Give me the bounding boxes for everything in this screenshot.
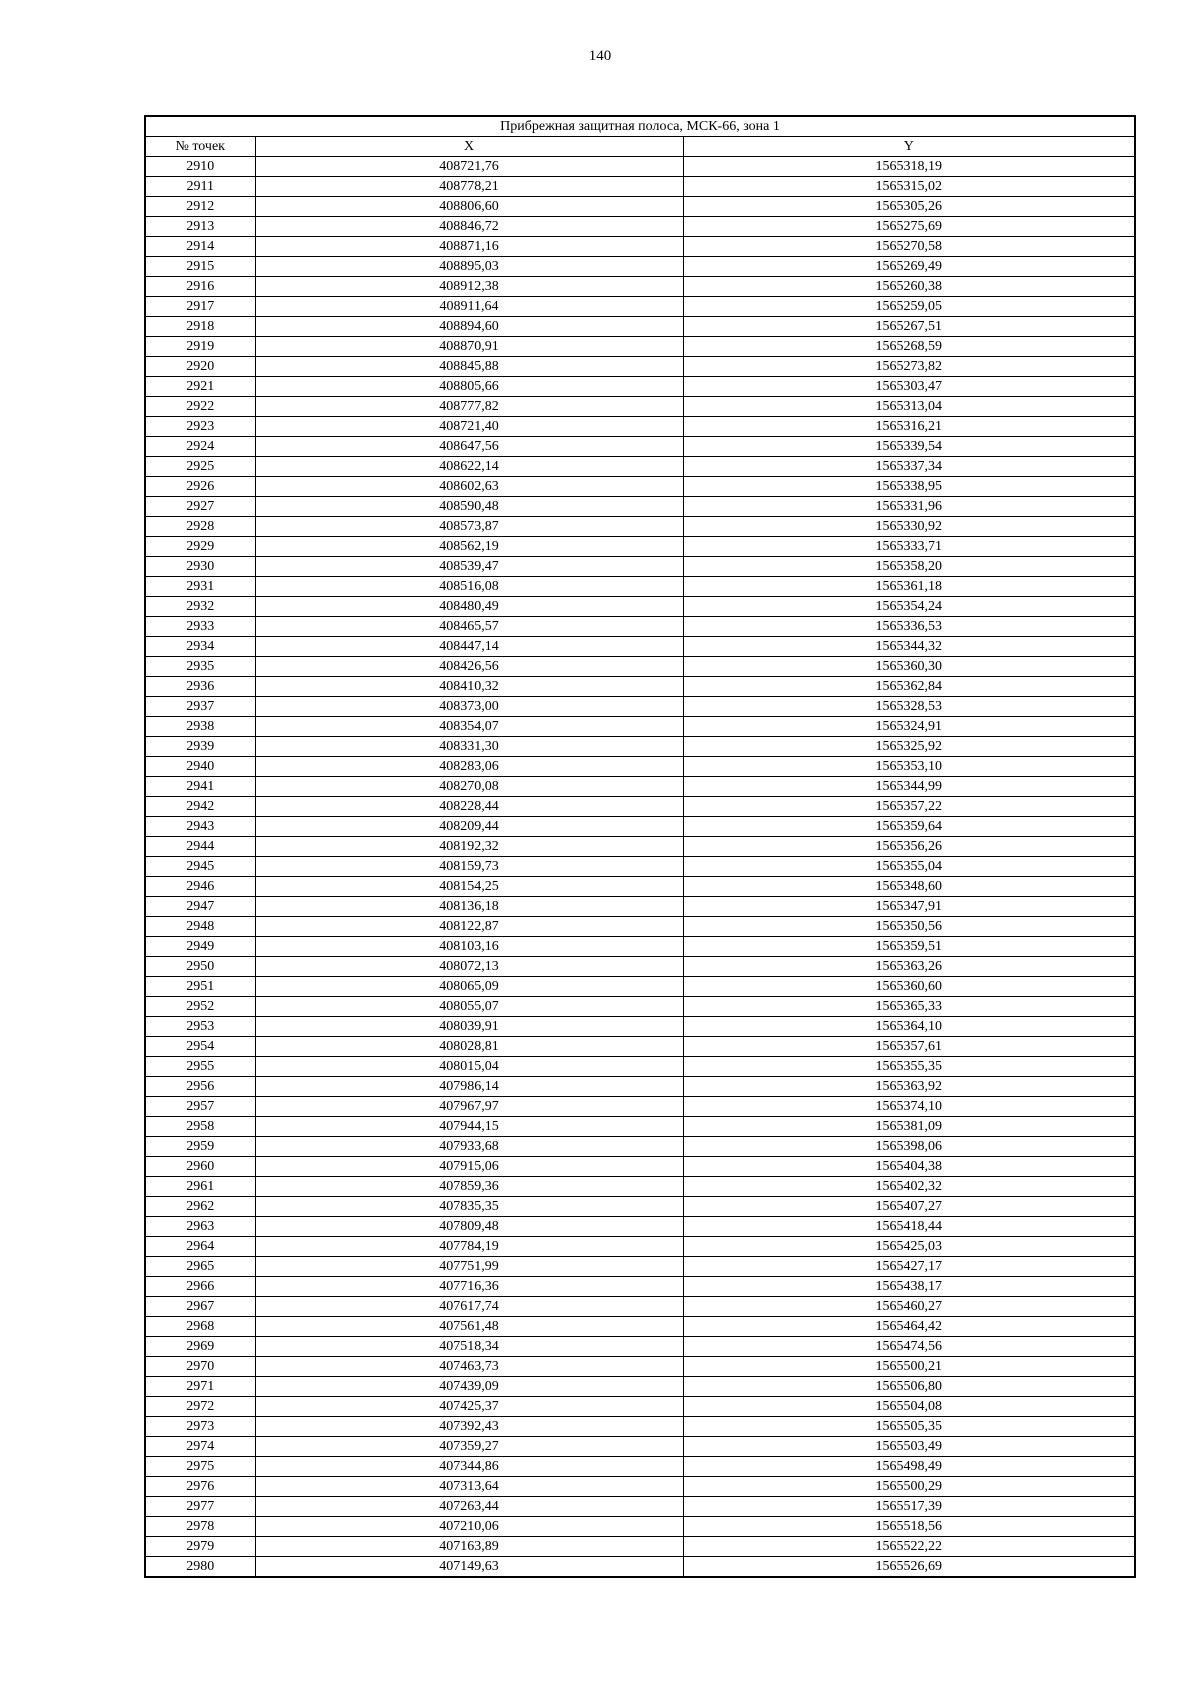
table-row <box>145 1257 1135 1277</box>
cell-x: 408845,88 <box>255 357 683 377</box>
table-row <box>145 817 1135 837</box>
cell-x: 408721,40 <box>255 417 683 437</box>
cell-x: 408410,32 <box>255 677 683 697</box>
cell-y: 1565344,99 <box>683 777 1135 797</box>
table-row <box>145 537 1135 557</box>
cell-point-number: 2964 <box>145 1237 255 1257</box>
cell-point-number: 2916 <box>145 277 255 297</box>
cell-x: 408895,03 <box>255 257 683 277</box>
cell-x: 407561,48 <box>255 1317 683 1337</box>
cell-x: 408912,38 <box>255 277 683 297</box>
cell-point-number: 2932 <box>145 597 255 617</box>
cell-point-number: 2935 <box>145 657 255 677</box>
cell-point-number: 2943 <box>145 817 255 837</box>
cell-point-number: 2946 <box>145 877 255 897</box>
cell-y: 1565364,10 <box>683 1017 1135 1037</box>
cell-point-number: 2918 <box>145 317 255 337</box>
cell-x: 408465,57 <box>255 617 683 637</box>
cell-x: 408539,47 <box>255 557 683 577</box>
table-row <box>145 997 1135 1017</box>
table-row <box>145 1097 1135 1117</box>
cell-x: 408122,87 <box>255 917 683 937</box>
cell-y: 1565404,38 <box>683 1157 1135 1177</box>
cell-y: 1565267,51 <box>683 317 1135 337</box>
cell-y: 1565350,56 <box>683 917 1135 937</box>
cell-x: 408602,63 <box>255 477 683 497</box>
cell-y: 1565365,33 <box>683 997 1135 1017</box>
cell-x: 408072,13 <box>255 957 683 977</box>
table-title-row <box>145 116 1135 137</box>
cell-point-number: 2973 <box>145 1417 255 1437</box>
cell-x: 407835,35 <box>255 1197 683 1217</box>
table-row <box>145 637 1135 657</box>
cell-point-number: 2949 <box>145 937 255 957</box>
cell-point-number: 2974 <box>145 1437 255 1457</box>
cell-x: 407933,68 <box>255 1137 683 1157</box>
cell-x: 407784,19 <box>255 1237 683 1257</box>
cell-x: 408622,14 <box>255 457 683 477</box>
cell-y: 1565259,05 <box>683 297 1135 317</box>
cell-point-number: 2965 <box>145 1257 255 1277</box>
table-row <box>145 877 1135 897</box>
table-row <box>145 357 1135 377</box>
cell-x: 407425,37 <box>255 1397 683 1417</box>
table-row <box>145 577 1135 597</box>
cell-point-number: 2975 <box>145 1457 255 1477</box>
cell-y: 1565359,64 <box>683 817 1135 837</box>
table-row <box>145 1477 1135 1497</box>
cell-x: 408894,60 <box>255 317 683 337</box>
cell-point-number: 2939 <box>145 737 255 757</box>
cell-point-number: 2956 <box>145 1077 255 1097</box>
cell-x: 408354,07 <box>255 717 683 737</box>
cell-y: 1565427,17 <box>683 1257 1135 1277</box>
cell-y: 1565273,82 <box>683 357 1135 377</box>
cell-x: 408846,72 <box>255 217 683 237</box>
cell-x: 408028,81 <box>255 1037 683 1057</box>
cell-y: 1565344,32 <box>683 637 1135 657</box>
cell-y: 1565500,29 <box>683 1477 1135 1497</box>
cell-y: 1565324,91 <box>683 717 1135 737</box>
table-row <box>145 1137 1135 1157</box>
cell-point-number: 2959 <box>145 1137 255 1157</box>
cell-y: 1565517,39 <box>683 1497 1135 1517</box>
table-row <box>145 1557 1135 1578</box>
cell-y: 1565268,59 <box>683 337 1135 357</box>
cell-y: 1565425,03 <box>683 1237 1135 1257</box>
cell-point-number: 2925 <box>145 457 255 477</box>
table-row <box>145 697 1135 717</box>
table-row <box>145 317 1135 337</box>
cell-x: 407518,34 <box>255 1337 683 1357</box>
cell-x: 407263,44 <box>255 1497 683 1517</box>
table-row <box>145 1437 1135 1457</box>
cell-y: 1565313,04 <box>683 397 1135 417</box>
table-row <box>145 1017 1135 1037</box>
table-row <box>145 1337 1135 1357</box>
table-row <box>145 1297 1135 1317</box>
cell-y: 1565522,22 <box>683 1537 1135 1557</box>
table-row <box>145 677 1135 697</box>
cell-point-number: 2966 <box>145 1277 255 1297</box>
cell-point-number: 2979 <box>145 1537 255 1557</box>
coordinates-table <box>144 115 1136 1578</box>
table-row <box>145 757 1135 777</box>
table-row <box>145 237 1135 257</box>
cell-x: 408015,04 <box>255 1057 683 1077</box>
cell-y: 1565316,21 <box>683 417 1135 437</box>
cell-x: 407859,36 <box>255 1177 683 1197</box>
table-body <box>145 157 1135 1578</box>
cell-point-number: 2919 <box>145 337 255 357</box>
cell-y: 1565338,95 <box>683 477 1135 497</box>
cell-y: 1565358,20 <box>683 557 1135 577</box>
cell-x: 408870,91 <box>255 337 683 357</box>
table-row <box>145 1217 1135 1237</box>
cell-y: 1565330,92 <box>683 517 1135 537</box>
table-title: Прибрежная защитная полоса, МСК-66, зона 1 <box>145 116 1135 137</box>
cell-y: 1565275,69 <box>683 217 1135 237</box>
cell-point-number: 2969 <box>145 1337 255 1357</box>
cell-y: 1565363,26 <box>683 957 1135 977</box>
cell-y: 1565474,56 <box>683 1337 1135 1357</box>
cell-x: 408136,18 <box>255 897 683 917</box>
table-row <box>145 837 1135 857</box>
cell-point-number: 2914 <box>145 237 255 257</box>
cell-y: 1565357,22 <box>683 797 1135 817</box>
cell-x: 408154,25 <box>255 877 683 897</box>
table-row <box>145 777 1135 797</box>
cell-y: 1565504,08 <box>683 1397 1135 1417</box>
cell-x: 408516,08 <box>255 577 683 597</box>
cell-y: 1565355,04 <box>683 857 1135 877</box>
table-row <box>145 397 1135 417</box>
table-row <box>145 457 1135 477</box>
cell-point-number: 2921 <box>145 377 255 397</box>
cell-y: 1565438,17 <box>683 1277 1135 1297</box>
cell-point-number: 2948 <box>145 917 255 937</box>
cell-point-number: 2972 <box>145 1397 255 1417</box>
table-row <box>145 717 1135 737</box>
table-row <box>145 957 1135 977</box>
cell-x: 407149,63 <box>255 1557 683 1578</box>
cell-y: 1565360,30 <box>683 657 1135 677</box>
table-row <box>145 617 1135 637</box>
cell-point-number: 2911 <box>145 177 255 197</box>
cell-x: 407986,14 <box>255 1077 683 1097</box>
cell-x: 408228,44 <box>255 797 683 817</box>
cell-y: 1565362,84 <box>683 677 1135 697</box>
cell-y: 1565333,71 <box>683 537 1135 557</box>
table-row <box>145 1237 1135 1257</box>
cell-point-number: 2963 <box>145 1217 255 1237</box>
cell-x: 408426,56 <box>255 657 683 677</box>
header-point-number: № точек <box>145 137 255 157</box>
cell-point-number: 2937 <box>145 697 255 717</box>
cell-x: 408331,30 <box>255 737 683 757</box>
table-row <box>145 177 1135 197</box>
cell-y: 1565363,92 <box>683 1077 1135 1097</box>
cell-x: 408721,76 <box>255 157 683 177</box>
cell-y: 1565339,54 <box>683 437 1135 457</box>
cell-x: 408805,66 <box>255 377 683 397</box>
table-row <box>145 197 1135 217</box>
cell-x: 407751,99 <box>255 1257 683 1277</box>
table-row <box>145 297 1135 317</box>
cell-x: 408871,16 <box>255 237 683 257</box>
cell-y: 1565348,60 <box>683 877 1135 897</box>
cell-x: 408777,82 <box>255 397 683 417</box>
cell-y: 1565260,38 <box>683 277 1135 297</box>
cell-y: 1565353,10 <box>683 757 1135 777</box>
cell-point-number: 2968 <box>145 1317 255 1337</box>
cell-y: 1565355,35 <box>683 1057 1135 1077</box>
cell-y: 1565269,49 <box>683 257 1135 277</box>
cell-x: 408590,48 <box>255 497 683 517</box>
cell-y: 1565402,32 <box>683 1177 1135 1197</box>
cell-x: 408647,56 <box>255 437 683 457</box>
cell-x: 407915,06 <box>255 1157 683 1177</box>
cell-y: 1565303,47 <box>683 377 1135 397</box>
cell-point-number: 2936 <box>145 677 255 697</box>
cell-y: 1565305,26 <box>683 197 1135 217</box>
cell-y: 1565381,09 <box>683 1117 1135 1137</box>
cell-y: 1565347,91 <box>683 897 1135 917</box>
cell-y: 1565331,96 <box>683 497 1135 517</box>
cell-y: 1565407,27 <box>683 1197 1135 1217</box>
cell-point-number: 2941 <box>145 777 255 797</box>
header-x: X <box>255 137 683 157</box>
cell-point-number: 2954 <box>145 1037 255 1057</box>
cell-x: 407344,86 <box>255 1457 683 1477</box>
table-row <box>145 797 1135 817</box>
cell-y: 1565460,27 <box>683 1297 1135 1317</box>
table-header-row <box>145 137 1135 157</box>
table-row <box>145 1317 1135 1337</box>
cell-y: 1565354,24 <box>683 597 1135 617</box>
table-row <box>145 597 1135 617</box>
table-row <box>145 517 1135 537</box>
cell-y: 1565498,49 <box>683 1457 1135 1477</box>
cell-x: 408103,16 <box>255 937 683 957</box>
cell-point-number: 2976 <box>145 1477 255 1497</box>
table-row <box>145 1397 1135 1417</box>
cell-point-number: 2940 <box>145 757 255 777</box>
cell-point-number: 2945 <box>145 857 255 877</box>
table-row <box>145 977 1135 997</box>
cell-x: 408806,60 <box>255 197 683 217</box>
cell-point-number: 2917 <box>145 297 255 317</box>
table-row <box>145 937 1135 957</box>
cell-x: 407944,15 <box>255 1117 683 1137</box>
cell-point-number: 2951 <box>145 977 255 997</box>
cell-y: 1565359,51 <box>683 937 1135 957</box>
cell-x: 408911,64 <box>255 297 683 317</box>
table-row <box>145 417 1135 437</box>
cell-y: 1565315,02 <box>683 177 1135 197</box>
cell-y: 1565526,69 <box>683 1557 1135 1578</box>
cell-y: 1565505,35 <box>683 1417 1135 1437</box>
table-row <box>145 1417 1135 1437</box>
cell-point-number: 2960 <box>145 1157 255 1177</box>
cell-y: 1565325,92 <box>683 737 1135 757</box>
table-row <box>145 917 1135 937</box>
table-row <box>145 1057 1135 1077</box>
table-row <box>145 337 1135 357</box>
cell-point-number: 2924 <box>145 437 255 457</box>
cell-y: 1565270,58 <box>683 237 1135 257</box>
table-row <box>145 1277 1135 1297</box>
table-row <box>145 1177 1135 1197</box>
cell-y: 1565503,49 <box>683 1437 1135 1457</box>
table-row <box>145 257 1135 277</box>
cell-point-number: 2933 <box>145 617 255 637</box>
cell-x: 408209,44 <box>255 817 683 837</box>
cell-x: 408778,21 <box>255 177 683 197</box>
cell-x: 408283,06 <box>255 757 683 777</box>
cell-x: 408447,14 <box>255 637 683 657</box>
cell-y: 1565328,53 <box>683 697 1135 717</box>
cell-y: 1565360,60 <box>683 977 1135 997</box>
cell-y: 1565506,80 <box>683 1377 1135 1397</box>
cell-x: 407439,09 <box>255 1377 683 1397</box>
cell-x: 407210,06 <box>255 1517 683 1537</box>
page-number: 140 <box>588 48 612 64</box>
cell-y: 1565356,26 <box>683 837 1135 857</box>
table-row <box>145 857 1135 877</box>
cell-point-number: 2957 <box>145 1097 255 1117</box>
cell-x: 407313,64 <box>255 1477 683 1497</box>
table-row <box>145 557 1135 577</box>
table-row <box>145 1077 1135 1097</box>
cell-point-number: 2971 <box>145 1377 255 1397</box>
table-row <box>145 157 1135 177</box>
cell-x: 407716,36 <box>255 1277 683 1297</box>
cell-point-number: 2955 <box>145 1057 255 1077</box>
cell-point-number: 2977 <box>145 1497 255 1517</box>
table-row <box>145 897 1135 917</box>
cell-x: 408373,00 <box>255 697 683 717</box>
cell-x: 407392,43 <box>255 1417 683 1437</box>
cell-point-number: 2944 <box>145 837 255 857</box>
table-row <box>145 737 1135 757</box>
table-row <box>145 1117 1135 1137</box>
table-row <box>145 1377 1135 1397</box>
table-row <box>145 217 1135 237</box>
cell-point-number: 2952 <box>145 997 255 1017</box>
cell-x: 408573,87 <box>255 517 683 537</box>
cell-point-number: 2958 <box>145 1117 255 1137</box>
table-row <box>145 377 1135 397</box>
table-row <box>145 657 1135 677</box>
cell-point-number: 2970 <box>145 1357 255 1377</box>
cell-y: 1565418,44 <box>683 1217 1135 1237</box>
cell-x: 407617,74 <box>255 1297 683 1317</box>
cell-x: 407163,89 <box>255 1537 683 1557</box>
cell-point-number: 2910 <box>145 157 255 177</box>
table-row <box>145 497 1135 517</box>
cell-point-number: 2931 <box>145 577 255 597</box>
table-row <box>145 1357 1135 1377</box>
cell-point-number: 2967 <box>145 1297 255 1317</box>
cell-point-number: 2962 <box>145 1197 255 1217</box>
cell-x: 408480,49 <box>255 597 683 617</box>
cell-y: 1565464,42 <box>683 1317 1135 1337</box>
cell-y: 1565336,53 <box>683 617 1135 637</box>
cell-x: 407967,97 <box>255 1097 683 1117</box>
table-row <box>145 1537 1135 1557</box>
table-row <box>145 1197 1135 1217</box>
cell-y: 1565337,34 <box>683 457 1135 477</box>
cell-point-number: 2980 <box>145 1557 255 1578</box>
cell-point-number: 2923 <box>145 417 255 437</box>
cell-x: 408039,91 <box>255 1017 683 1037</box>
cell-y: 1565357,61 <box>683 1037 1135 1057</box>
table-row <box>145 277 1135 297</box>
header-y: Y <box>683 137 1135 157</box>
cell-y: 1565374,10 <box>683 1097 1135 1117</box>
cell-x: 408055,07 <box>255 997 683 1017</box>
cell-point-number: 2926 <box>145 477 255 497</box>
cell-y: 1565518,56 <box>683 1517 1135 1537</box>
table-row <box>145 1517 1135 1537</box>
cell-x: 408270,08 <box>255 777 683 797</box>
cell-point-number: 2912 <box>145 197 255 217</box>
table-row <box>145 1457 1135 1477</box>
table-row <box>145 1157 1135 1177</box>
cell-point-number: 2922 <box>145 397 255 417</box>
cell-point-number: 2930 <box>145 557 255 577</box>
cell-point-number: 2928 <box>145 517 255 537</box>
cell-point-number: 2934 <box>145 637 255 657</box>
cell-x: 407809,48 <box>255 1217 683 1237</box>
cell-point-number: 2913 <box>145 217 255 237</box>
cell-x: 408065,09 <box>255 977 683 997</box>
cell-x: 407463,73 <box>255 1357 683 1377</box>
table-row <box>145 1037 1135 1057</box>
cell-x: 408562,19 <box>255 537 683 557</box>
cell-point-number: 2961 <box>145 1177 255 1197</box>
cell-point-number: 2953 <box>145 1017 255 1037</box>
cell-point-number: 2950 <box>145 957 255 977</box>
cell-x: 407359,27 <box>255 1437 683 1457</box>
cell-point-number: 2978 <box>145 1517 255 1537</box>
cell-point-number: 2942 <box>145 797 255 817</box>
cell-y: 1565318,19 <box>683 157 1135 177</box>
table-row <box>145 437 1135 457</box>
table-row <box>145 1497 1135 1517</box>
cell-x: 408192,32 <box>255 837 683 857</box>
cell-point-number: 2938 <box>145 717 255 737</box>
cell-y: 1565398,06 <box>683 1137 1135 1157</box>
cell-point-number: 2920 <box>145 357 255 377</box>
cell-point-number: 2927 <box>145 497 255 517</box>
table-row <box>145 477 1135 497</box>
cell-y: 1565361,18 <box>683 577 1135 597</box>
cell-y: 1565500,21 <box>683 1357 1135 1377</box>
cell-point-number: 2947 <box>145 897 255 917</box>
cell-point-number: 2915 <box>145 257 255 277</box>
cell-point-number: 2929 <box>145 537 255 557</box>
cell-x: 408159,73 <box>255 857 683 877</box>
